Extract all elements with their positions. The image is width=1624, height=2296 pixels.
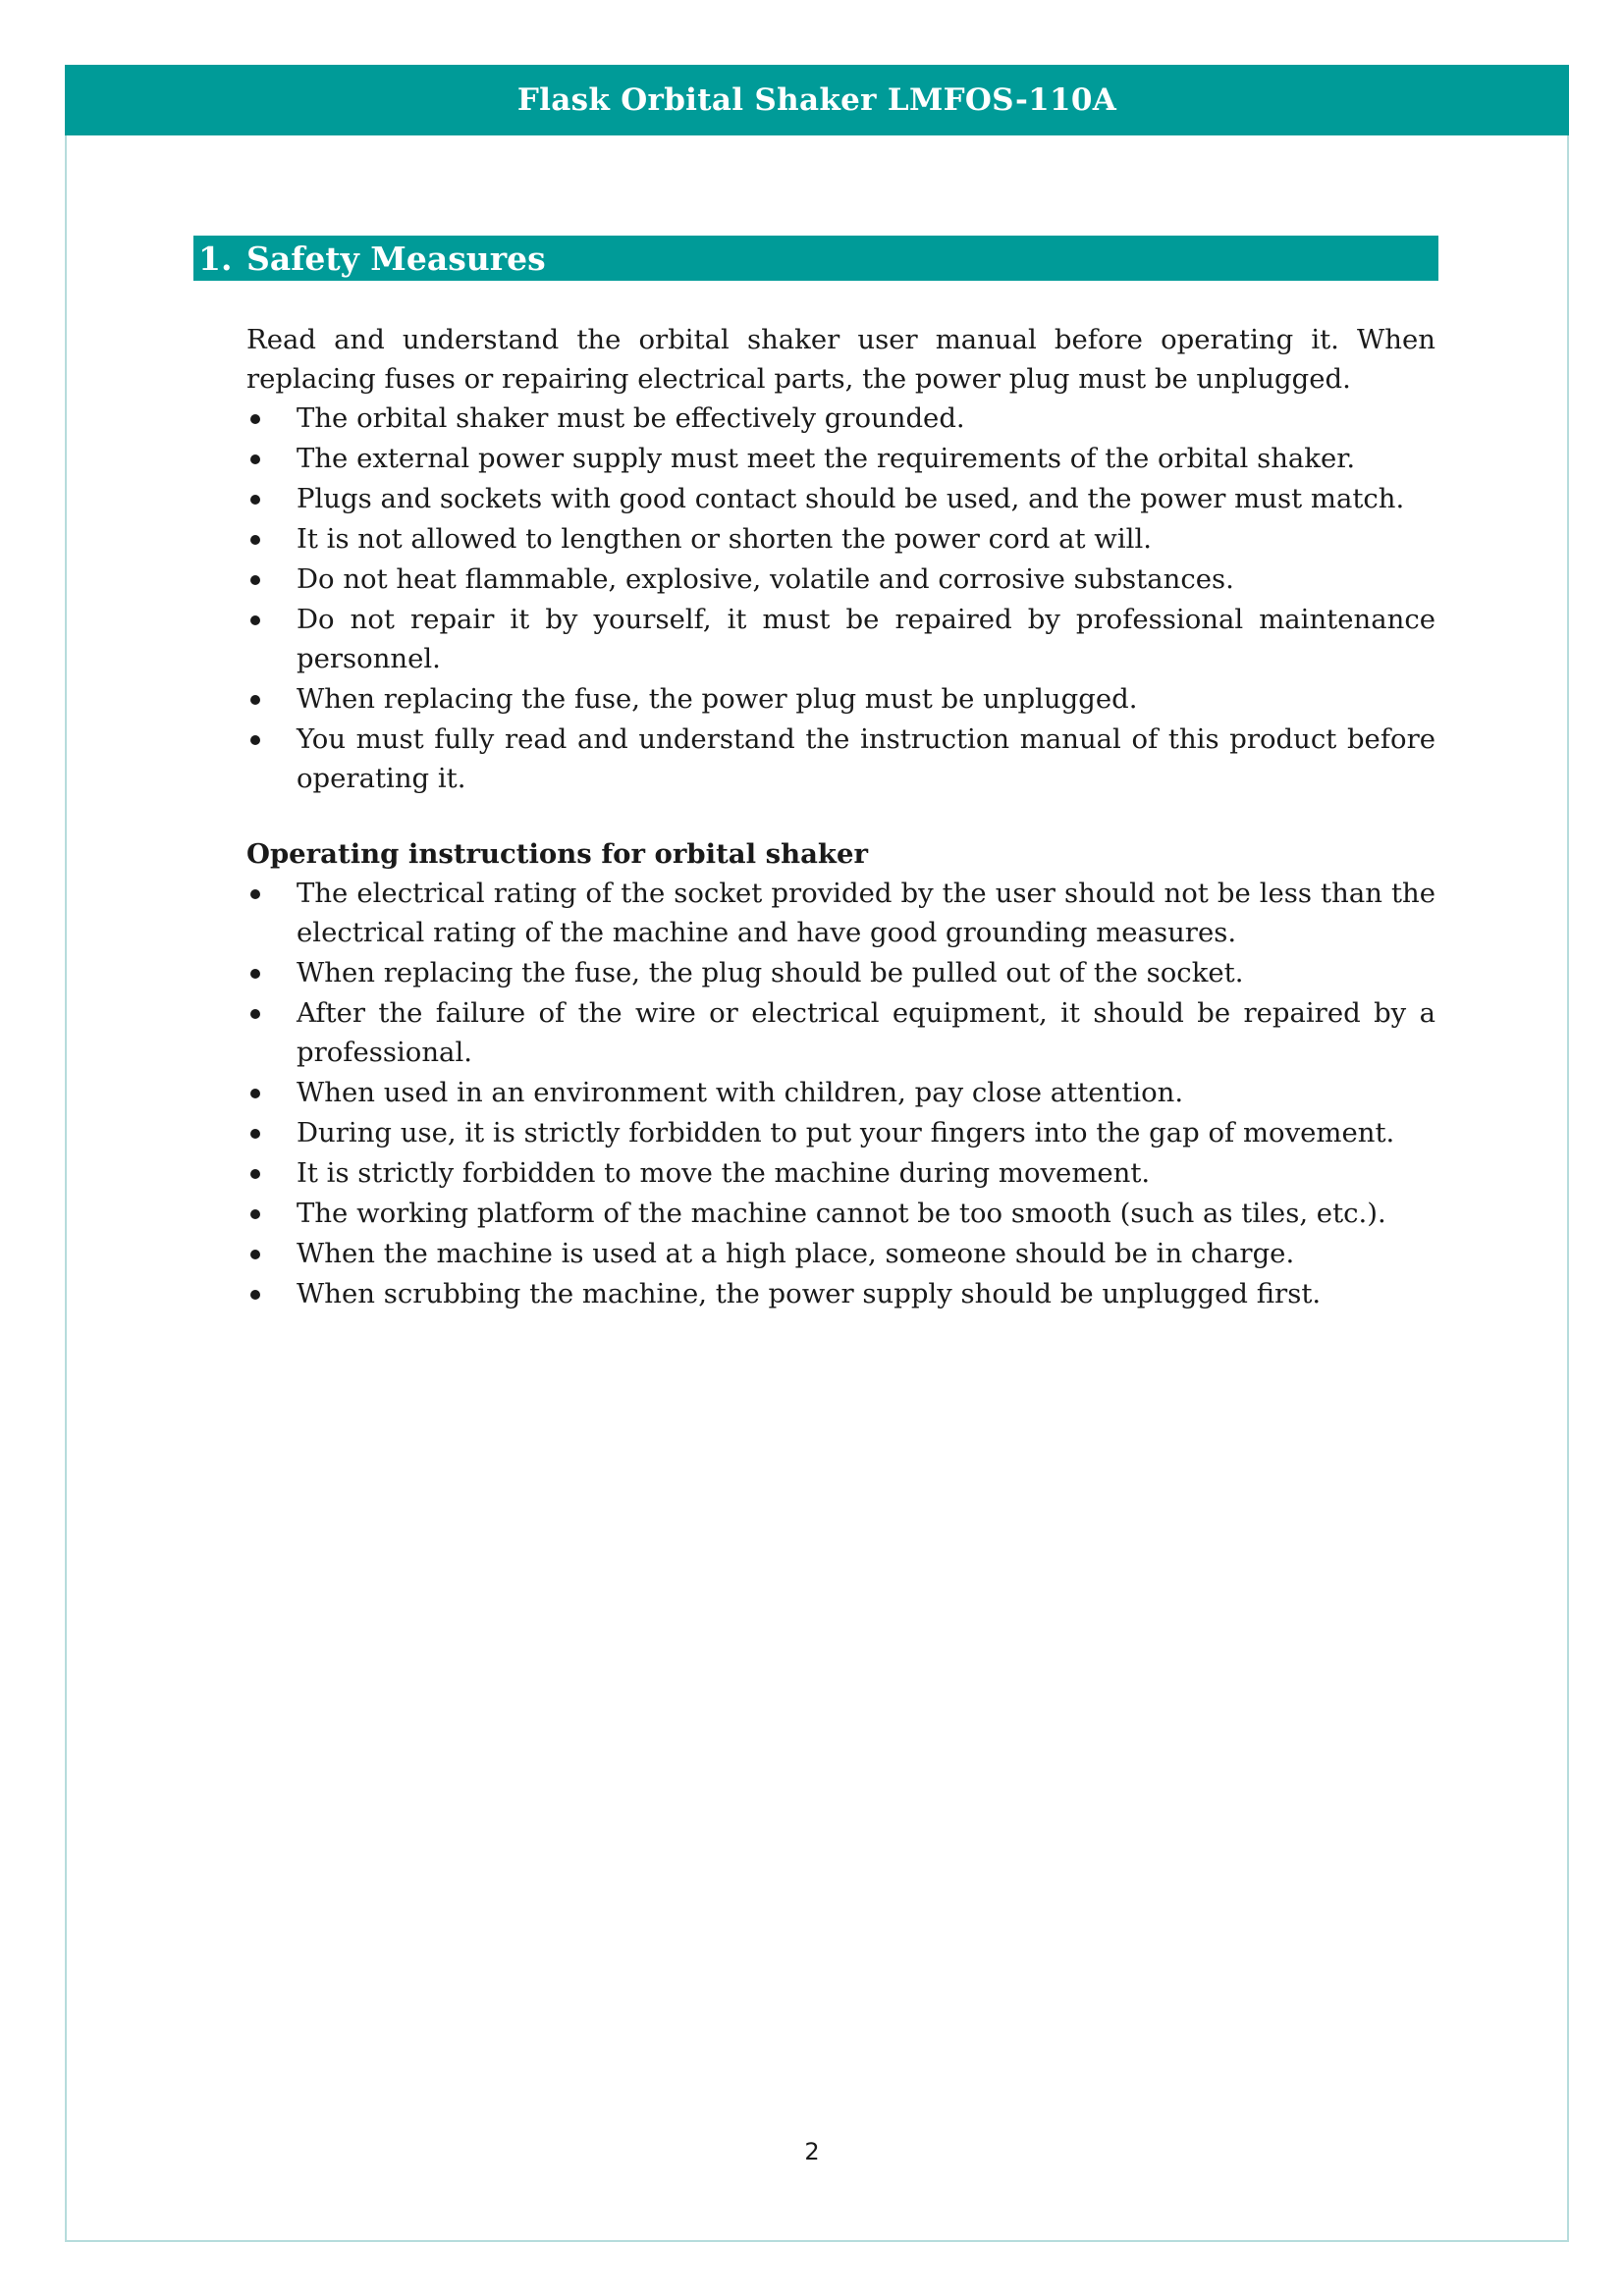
- intro-paragraph: Read and understand the orbital shaker user manual before operating it. When replacing fuses or repairing electrical parts, the power plug must be unplugged.: [246, 324, 1435, 395]
- operating-instructions-heading: Operating instructions for orbital shaker: [246, 838, 868, 870]
- list-item-text: When used in an environment with children, pay close attention.: [297, 1077, 1184, 1108]
- list-item-text: When the machine is used at a high place, someone should be in charge.: [297, 1238, 1295, 1269]
- list-item: [246, 679, 1435, 719]
- list-item: [246, 479, 1435, 518]
- list-item: [246, 1073, 1435, 1112]
- list-item: [246, 720, 1435, 798]
- bullet-icon: [250, 454, 260, 464]
- list-item: [246, 1274, 1435, 1313]
- bullet-icon: [250, 1089, 260, 1098]
- list-item: [246, 399, 1435, 438]
- list-item-text: Do not repair it by yourself, it must be repaired by professional maintenance personnel.: [297, 604, 1435, 674]
- list-item-text: It is not allowed to lengthen or shorten the power cord at will.: [297, 523, 1152, 555]
- section-number: 1.: [198, 239, 233, 278]
- bullet-icon: [250, 1169, 260, 1179]
- list-item: [246, 439, 1435, 478]
- list-item: [246, 600, 1435, 678]
- list-item-text: It is strictly forbidden to move the machine during movement.: [297, 1157, 1151, 1189]
- list-item-text: The external power supply must meet the requirements of the orbital shaker.: [297, 443, 1356, 474]
- operating-list: [246, 874, 1435, 1313]
- bullet-icon: [250, 1129, 260, 1139]
- list-item: [246, 519, 1435, 559]
- main-content: [246, 320, 1435, 1314]
- list-item: [246, 1153, 1435, 1193]
- bullet-icon: [250, 1209, 260, 1219]
- list-item-text: Do not heat flammable, explosive, volatile and corrosive substances.: [297, 563, 1234, 595]
- list-item-text: The orbital shaker must be effectively grounded.: [297, 402, 965, 434]
- bullet-icon: [250, 414, 260, 424]
- bullet-icon: [250, 495, 260, 505]
- list-item-text: Plugs and sockets with good contact should be used, and the power must match.: [297, 483, 1405, 514]
- list-item: [246, 1234, 1435, 1273]
- bullet-icon: [250, 575, 260, 585]
- list-item: [246, 560, 1435, 599]
- list-item-text: When replacing the fuse, the power plug must be unplugged.: [297, 683, 1138, 715]
- bullet-icon: [250, 1290, 260, 1300]
- list-item: [246, 874, 1435, 952]
- list-item: [246, 953, 1435, 992]
- section-title: Safety Measures: [246, 239, 546, 278]
- bullet-icon: [250, 695, 260, 705]
- safety-list: [246, 399, 1435, 798]
- document-title: Flask Orbital Shaker LMFOS-110A: [516, 82, 1117, 118]
- bullet-icon: [250, 615, 260, 625]
- list-item: [246, 993, 1435, 1072]
- list-item-text: During use, it is strictly forbidden to put your fingers into the gap of movement.: [297, 1117, 1395, 1148]
- list-item-text: You must fully read and understand the instruction manual of this product before operating it.: [297, 723, 1435, 794]
- bullet-icon: [250, 1009, 260, 1019]
- document-header: [65, 65, 1569, 135]
- bullet-icon: [250, 735, 260, 745]
- bullet-icon: [250, 1250, 260, 1259]
- list-item-text: The electrical rating of the socket provided by the user should not be less than the electrical rating of the machine and have good grounding measures.: [297, 878, 1435, 948]
- bullet-icon: [250, 889, 260, 899]
- section-heading: [193, 236, 1438, 281]
- list-item-text: After the failure of the wire or electrical equipment, it should be repaired by a professional.: [297, 997, 1435, 1068]
- list-item-text: When replacing the fuse, the plug should be pulled out of the socket.: [297, 957, 1244, 988]
- bullet-icon: [250, 969, 260, 979]
- list-item-text: The working platform of the machine cannot be too smooth (such as tiles, etc.).: [297, 1198, 1386, 1229]
- list-item-text: When scrubbing the machine, the power supply should be unplugged first.: [297, 1278, 1322, 1309]
- list-item: [246, 1113, 1435, 1152]
- list-item: [246, 1194, 1435, 1233]
- page-number: 2: [804, 2138, 820, 2165]
- bullet-icon: [250, 535, 260, 545]
